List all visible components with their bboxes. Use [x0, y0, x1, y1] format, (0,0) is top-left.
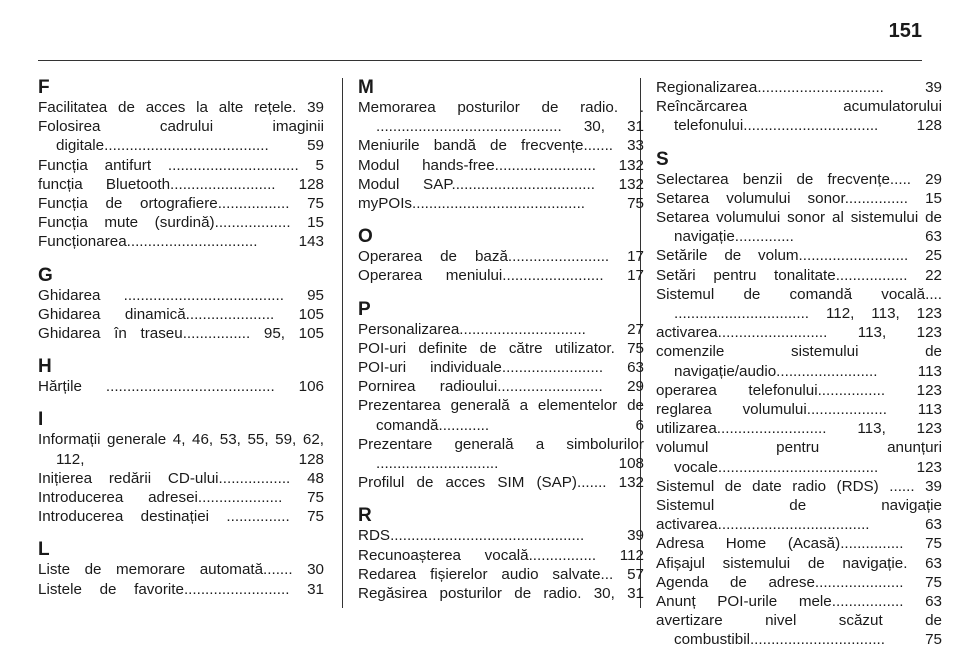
index-entry: Hărțile ........................................ 106	[38, 378, 324, 396]
section-letter: S	[656, 148, 669, 170]
page-number: 151	[888, 20, 922, 42]
section-letter: L	[38, 539, 50, 561]
index-section	[38, 410, 324, 526]
index-entry: Liste de memorare automată....... 30	[38, 561, 324, 579]
index-entry: reglarea volumului................... 113	[656, 401, 942, 419]
header-rule	[38, 60, 922, 61]
index-entry: Pornirea radioului......................... 29	[358, 378, 644, 396]
index-column-3	[656, 78, 942, 650]
index-entry: Inițierea redării CD-ului................. 48	[38, 469, 324, 487]
index-entry: Regăsirea posturilor de radio. 30, 31	[358, 585, 644, 603]
section-letter: H	[38, 356, 52, 378]
index-entry: Ghidarea în traseu................ 95, 105	[38, 325, 324, 343]
index-section	[358, 227, 644, 285]
index-column-2	[358, 78, 644, 603]
index-entry: operarea telefonului................ 123	[656, 381, 942, 399]
index-entry: Sistemul de navigație	[656, 497, 942, 515]
index-entry: Sistemul de comandă vocală.... ................................ 112, 113, 123	[656, 285, 942, 323]
index-entry: Setarea volumului sonor............... 15	[656, 189, 942, 207]
index-entry: Setări pentru tonalitate................. 22	[656, 266, 942, 284]
section-letter: G	[38, 264, 53, 286]
section-letter: R	[358, 505, 372, 527]
index-entry: POI-uri definite de către utilizator. 75	[358, 339, 644, 357]
index-entry: Afișajul sistemului de navigație. 63	[656, 554, 942, 572]
index-entry: Prezentare generală a simbolurilor ............................. 108	[358, 435, 644, 473]
index-entry: Reîncărcarea acumulatorului telefonului................................ 128	[656, 98, 942, 135]
index-entry: Operarea meniului........................ 17	[358, 267, 644, 285]
column-divider	[342, 78, 343, 608]
index-entry: Sistemul de date radio (RDS) ...... 39	[656, 477, 942, 495]
index-section	[358, 506, 644, 603]
index-entry: Funcția mute (surdină).................. 15	[38, 214, 324, 232]
index-entry: activarea.................................... 63	[656, 516, 942, 534]
index-entry: Selectarea benzii de frecvențe..... 29	[656, 170, 942, 188]
index-section	[656, 78, 942, 136]
index-entry: Listele de favorite......................... 31	[38, 580, 324, 598]
index-section	[38, 540, 324, 598]
index-entry: POI-uri individuale........................ 63	[358, 359, 644, 377]
index-entry: Personalizarea.............................. 27	[358, 320, 644, 338]
index-entry: Folosirea cadrului imaginii digitale....................................... 59	[38, 118, 324, 155]
index-entry: Meniurile bandă de frecvențe....... 33	[358, 137, 644, 155]
index-entry: comenzile sistemului de navigație/audio........................ 113	[656, 343, 942, 380]
index-entry: Setarea volumului sonor al sistemului de navigație.............. 63	[656, 209, 942, 246]
index-section	[38, 266, 324, 344]
index-entry: Memorarea posturilor de radio. . ............................................ 30, 31	[358, 99, 644, 136]
index-entry: Facilitatea de acces la alte rețele. 39	[38, 99, 324, 116]
section-letter: P	[358, 298, 371, 320]
index-entry: Modul SAP.................................. 132	[358, 175, 644, 193]
index-entry: RDS.............................................. 39	[358, 527, 644, 545]
index-section	[358, 78, 644, 213]
index-entry: volumul pentru anunțuri vocale...................................... 123	[656, 439, 942, 476]
index-section	[38, 357, 324, 396]
index-column-1	[38, 78, 324, 599]
index-entry: Anunț POI-urile mele................. 63	[656, 593, 942, 611]
index-entry: Funcția de ortografiere................. 75	[38, 195, 324, 213]
index-section	[656, 150, 942, 650]
index-entry: Adresa Home (Acasă)............... 75	[656, 535, 942, 553]
index-entry: Redarea fișierelor audio salvate... 57	[358, 565, 644, 583]
index-entry: Profilul de acces SIM (SAP)....... 132	[358, 474, 644, 492]
index-entry: Informații generale 4, 46, 53, 55, 59, 62, 112, 128	[38, 431, 324, 468]
index-section	[38, 78, 324, 252]
index-entry: Funcționarea............................... 143	[38, 233, 324, 251]
index-entry: Ghidarea dinamică..................... 105	[38, 305, 324, 323]
index-entry: utilizarea.......................... 113, 123	[656, 420, 942, 438]
index-entry: Funcția antifurt ............................... 5	[38, 156, 324, 174]
index-entry: Prezentarea generală a elementelor de comandă............ 6	[358, 397, 644, 434]
index-entry: Recunoașterea vocală................ 112	[358, 546, 644, 564]
index-entry: Ghidarea ...................................... 95	[38, 286, 324, 304]
index-entry: Agenda de adrese..................... 75	[656, 573, 942, 591]
index-entry: Operarea de bază........................ 17	[358, 248, 644, 266]
index-entry: activarea.......................... 113, 123	[656, 324, 942, 342]
index-entry: Regionalizarea.............................. 39	[656, 79, 942, 96]
section-letter: O	[358, 226, 373, 248]
section-letter: I	[38, 409, 44, 431]
index-entry: funcția Bluetooth......................... 128	[38, 175, 324, 193]
section-letter: M	[358, 77, 374, 98]
index-entry: Introducerea adresei.................... 75	[38, 489, 324, 507]
section-letter: F	[38, 77, 50, 98]
index-entry: Introducerea destinației ............... 75	[38, 508, 324, 526]
index-entry: myPOIs......................................... 75	[358, 195, 644, 213]
index-section	[358, 300, 644, 493]
index-entry: Modul hands-free........................ 132	[358, 156, 644, 174]
index-entry: Setările de volum.......................... 25	[656, 247, 942, 265]
index-entry: avertizare nivel scăzut de combustibil................................ 75	[656, 612, 942, 649]
